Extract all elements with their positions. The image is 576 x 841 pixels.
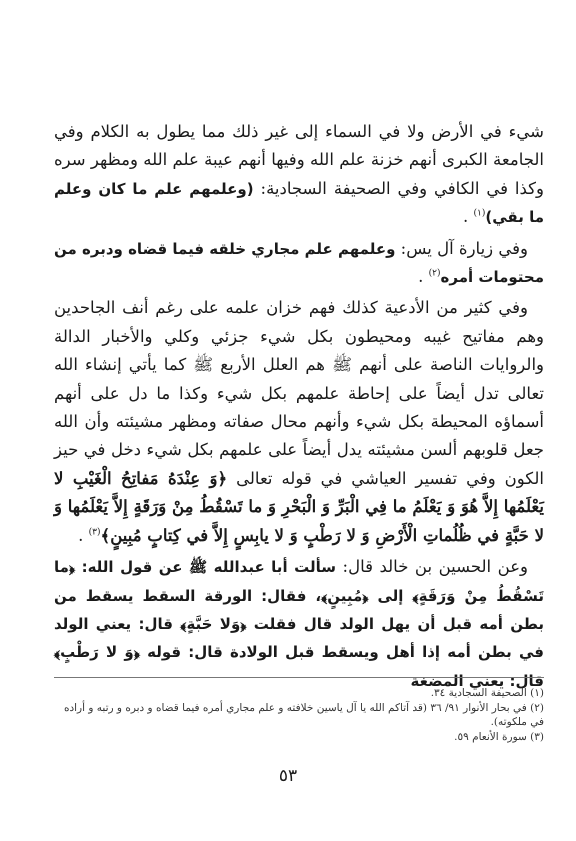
footnote-ref-3[interactable]: (٣) <box>88 527 101 538</box>
paragraph-4 <box>54 553 544 695</box>
paragraph-1-quote: (وعلمهم علم ما كان وعلم ما بقي) <box>54 179 544 227</box>
quran-verse: ﴿وَ عِنْدَهُ مَفاتِحُ الْغَيْبِ لا يَعْلَمُها إِلاَّ هُوَ وَ يَعْلَمُ ما فِي الْبَرِّ وَ الْبَحْرِ وَ ما تَسْقُطُ مِنْ وَرَقَةٍ إِلاَّ يَعْلَمُها وَ لا حَبَّةٍ في ظُلُماتِ الْأَرْضِ وَ لا رَطْبٍ وَ لا يابِسٍ إِلاَّ في كِتابٍ مُبِينٍ﴾ <box>54 468 544 545</box>
paragraph-3-tail: . <box>78 525 84 545</box>
paragraph-2-tail: . <box>418 267 424 287</box>
paragraph-4-text: وعن الحسين بن خالد قال: <box>342 557 529 577</box>
footnote-ref-2[interactable]: (٢) <box>428 268 441 279</box>
page-number: ٥٣ <box>278 766 298 786</box>
hadith-quote: سألت أبا عبدالله ﷺ عن قول الله: ﴿ما تَسْقُطُ مِنْ وَرَقَةٍ﴾ إلى ﴿مُبِينٍ﴾، فقال: الورقة السقط يسقط من بطن أمه قبل أن يهل الولد قال فقلت ﴿وَلا حَبَّةٍ﴾ قال: يعني الولد في بطن أمه إذا أهل ويسقط قبل الولادة قال: قوله ﴿وَ لا رَطْبٍ﴾ قال: يعني المضغة <box>54 558 544 690</box>
paragraph-1 <box>54 118 544 232</box>
footnote-divider <box>54 677 544 678</box>
footnote-1: (١) الصحيفة السجادية ٣٤. <box>430 687 544 699</box>
paragraph-1-tail: . <box>463 207 469 227</box>
paragraph-2-quote: وعلمهم علم مجاري خلقه فيما قضاه ودبره من محتومات أمره <box>54 239 544 287</box>
paragraph-2 <box>54 235 544 292</box>
paragraph-3-text: وفي كثير من الأدعية كذلك فهم خزان علمه على رغم أنف الجاحدين وهم مفاتيح غيبه ومحيطون بكل شيء جزئي وكلي والأخبار الدالة والروايات الناصة على أنهم ﷺ هم العلل الأربع ﷺ كما يأتي إنشاء الله تعالى تدل أيضاً على إحاطة علمهم بكل شيء وكذا ما دل على أنهم أسماؤه المحيطة بكل شيء وأنهم محال صفاته ومظهر مشيئته وأن الله جعل قلوبهم ألسن مشيئته يدل أيضاً على علمهم بكل شيء دخل في حيز الكون وفي تفسير العياشي في قوله تعالى <box>54 298 544 488</box>
footnotes <box>54 686 544 744</box>
paragraph-3 <box>54 294 544 550</box>
footnote-2: (٢) في بحار الأنوار ٩١/ ٣٦ (قد آتاكم الله يا آل ياسين خلافته و علم مجاري أمره فيما قضاه و دبره و رتبه و أراده في ملكوته). <box>63 701 544 728</box>
paragraph-2-text: وفي زيارة آل يس: <box>400 238 528 258</box>
footnote-3: (٣) سورة الأنعام ٥٩. <box>454 730 544 743</box>
footnote-ref-1[interactable]: (١) <box>473 208 486 219</box>
paragraph-1-text: شيء في الأرض ولا في السماء إلى غير ذلك مما يطول به الكلام وفي الجامعة الكبرى أنهم خزنة علم الله وفيها أنهم عيبة علم الله ومظهر سره وكذا في الكافي وفي الصحيفة السجادية: <box>54 122 544 198</box>
main-text <box>54 118 544 695</box>
